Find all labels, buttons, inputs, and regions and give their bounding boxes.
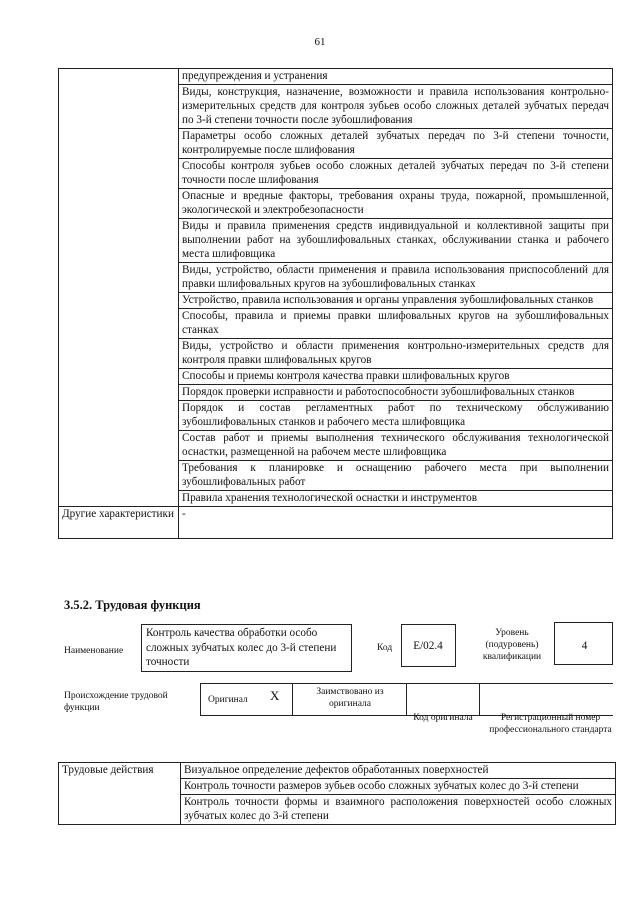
knowledge-item: Устройство, правила использования и органы управления зубошлифовальных станков — [179, 293, 613, 309]
table-row — [59, 69, 613, 85]
labor-action-item: Контроль точности размеров зубьев особо сложных зубчатых колес до 3-й степени — [181, 779, 616, 795]
knowledge-item: Способы, правила и приемы правки шлифовальных кругов на зубошлифовальных станках — [179, 309, 613, 339]
origin-divider — [200, 683, 201, 715]
knowledge-item: Порядок проверки исправности и работоспособности зубошлифовальных станков — [179, 385, 613, 401]
knowledge-item: Правила хранения технологической оснастки и инструментов — [179, 491, 613, 507]
labor-action-item: Контроль точности формы и взаимного расположения поверхностей особо сложных зубчатых колес до 3-й степени — [181, 795, 616, 825]
table-row — [59, 763, 616, 779]
knowledge-item: Виды, устройство, области применения и правила использования приспособлений для правки шлифовальных кругов на зубошлифовальных станках — [179, 263, 613, 293]
section-title: 3.5.2. Трудовая функция — [64, 598, 201, 612]
origin-top-line — [200, 683, 613, 684]
knowledge-item: Опасные и вредные факторы, требования охраны труда, пожарной, промышленной, экологической и электробезопасности — [179, 189, 613, 219]
reg-number-caption: Регистрационный номер профессионального стандарта — [489, 713, 612, 735]
knowledge-item: предупреждения и устранения — [179, 69, 613, 85]
origin-divider — [479, 683, 480, 715]
labor-actions-label: Трудовые действия — [59, 763, 181, 825]
origin-divider — [292, 683, 293, 715]
origin-label: Происхождение трудовой функции — [64, 691, 168, 713]
knowledge-table — [58, 68, 613, 539]
table-row — [59, 507, 613, 539]
knowledge-item: Виды и правила применения средств индивидуальной и коллективной защиты при выполнении работ на зубошлифовальных станках, обслуживании станка и рабочего места шлифовщика — [179, 219, 613, 263]
function-code: E/02.4 — [413, 640, 443, 652]
knowledge-item: Порядок и состав регламентных работ по техническому обслуживанию зубошлифовальных станков и рабочего места шлифовщика — [179, 401, 613, 431]
other-characteristics-label: Другие характеристики — [59, 507, 179, 539]
labor-actions-table — [58, 762, 616, 825]
original-mark: X — [270, 688, 280, 703]
knowledge-item: Способы контроля зубьев особо сложных деталей зубчатых передач по 3-й степени точности после шлифования — [179, 159, 613, 189]
knowledge-item: Требования к планировке и оснащению рабочего места при выполнении зубошлифовальных работ — [179, 461, 613, 491]
name-label: Наименование — [64, 646, 124, 656]
origin-divider — [406, 683, 407, 715]
knowledge-label-cell — [59, 69, 179, 507]
function-name: Контроль качества обработки особо сложных зубчатых колес до 3-й степени точности — [146, 627, 337, 668]
borrowed-label: Заимствовано из оригинала — [316, 687, 384, 709]
knowledge-item: Состав работ и приемы выполнения технического обслуживания технологической оснастки, размещенной на рабочем месте шлифовщика — [179, 431, 613, 461]
code-label: Код — [377, 643, 393, 653]
knowledge-item: Виды, конструкция, назначение, возможности и правила использования контрольно-измерительных средств для контроля зубьев особо сложных деталей зубчатых передач по 3-й степени точности после зубошлифования — [179, 85, 613, 129]
knowledge-item: Способы и приемы контроля качества правки шлифовальных кругов — [179, 369, 613, 385]
knowledge-item: Параметры особо сложных деталей зубчатых передач по 3-й степени точности, контролируемые после шлифования — [179, 129, 613, 159]
knowledge-item: Виды, устройство и области применения контрольно-измерительных средств для контроля правки шлифовальных кругов — [179, 339, 613, 369]
original-label: Оригинал — [208, 695, 248, 705]
level-label: Уровень (подуровень) квалификации — [482, 628, 542, 662]
page-number: 61 — [314, 36, 326, 48]
qualification-level: 4 — [581, 640, 588, 652]
other-characteristics-value: - — [179, 507, 613, 539]
code-original-caption: Код оригинала — [413, 713, 473, 723]
labor-action-item: Визуальное определение дефектов обработанных поверхностей — [181, 763, 616, 779]
